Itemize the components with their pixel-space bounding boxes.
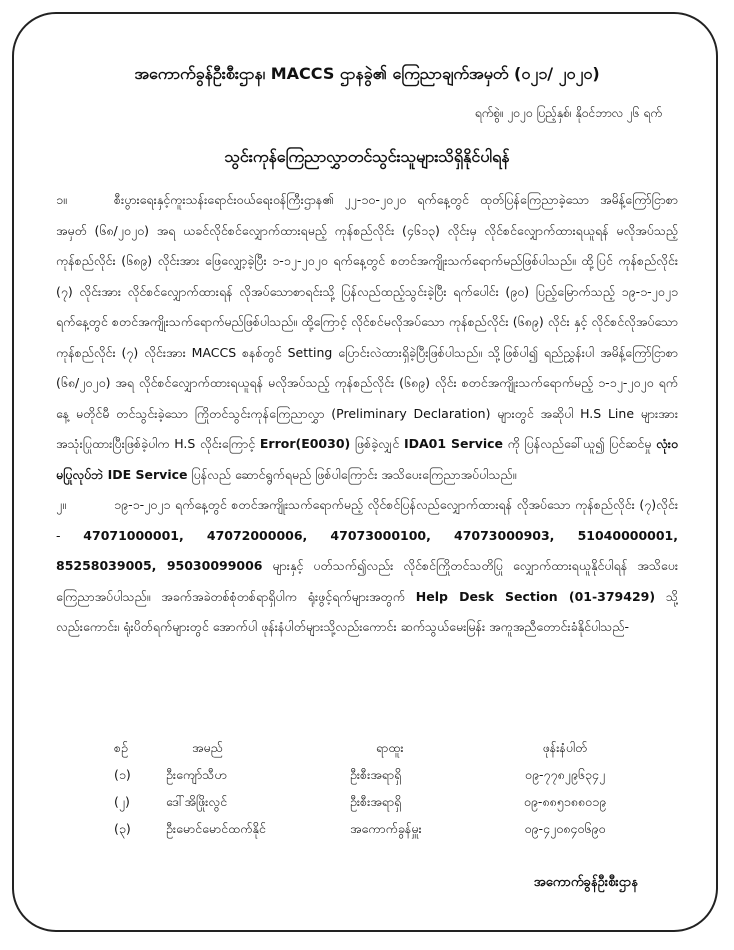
hs-codes: 47071000001, 47072000006, 47073000100, 47073000903, 51040000001, 85258039005, 95030099006 [56,527,678,573]
contact-row [114,817,674,844]
col-phone: ဖုန်းနံပါတ် [542,740,588,755]
contact-phone: ၀၉-၈၈၅၁၈၈၀၁၉ [523,794,607,809]
paragraph-2-text-3: သို့လည်းကောင်း၊ ရုံးပိတ်ရက်များတွင် အောက်ပါ ဖုန်းနံပါတ်များသို့လည်းကောင်း ဆက်သွယ်မေးမြန်း အကူအညီတောင်းခံနိုင်ပါသည်- [56,588,678,634]
announcement-header: အကောက်ခွန်ဦးစီးဌာန၊ MACCS ဌာနခွဲ၏ ကြေညာချက်အမှတ် (၀၂၁/ ၂၀၂၀) [134,64,600,83]
ida01-service: IDA01 Service [403,436,504,451]
help-desk: Help Desk Section (01-379429) [415,588,656,604]
paragraph-1-text-1: စီးပွားရေးနှင့်ကူးသန်းရောင်းဝယ်ရေးဝန်ကြီးဌာန၏ ၂၂-၁၀-၂၀၂၀ ရက်နေ့တွင် ထုတ်ပြန်ကြေညာခဲ့သော အမိန့်ကြော်ငြာစာအမှတ် (၆၈/၂၀၂၀) အရ ယခင်လိုင်စင်လျှောက်ထားရမည့် ကုန်စည်လိုင်း (၄၆၁၃) လိုင်းမှ လိုင်စင်လျှောက်ထားရယူရန် မလိုအပ်သည့် ကုန်စည်လိုင်း (၆၈၉) လိုင်းအား ဖြေလျှော့ခဲ့ပြီး ၁-၁၂-၂၀၂၀ ရက်နေ့တွင် စတင်အကျိုးသက်ရောက်မည်ဖြစ်ပါသည်။ ထို့ပြင် ကုန်စည်လိုင်း (၇) လိုင်းအား လိုင်စင်လျှောက်ထားရန် လိုအပ်သောစာရင်းသို့ ပြန်လည်ထည့်သွင်းခဲ့ပြီး ရက်ပေါင်း (၉၀) ပြည့်မြောက်သည့် ၁၉-၁-၂၀၂၁ ရက်နေ့တွင် စတင်အကျိုးသက်ရောက်မည်ဖြစ်ပါသည်။ ထို့ကြောင့် လိုင်စင်မလိုအပ်သော ကုန်စည်လိုင်း (၆၈၉) လိုင်း နှင့် လိုင်စင်လိုအပ်သော ကုန်စည်လိုင်း (၇) လိုင်းအား MACCS စနစ်တွင် Setting ပြောင်းလဲထားရှိခဲ့ပြီးဖြစ်ပါသည်။ သို့ဖြစ်ပါ၍ ရည်ညွှန်းပါ အမိန့်ကြော်ငြာစာ (၆၈/၂၀၂၀) အရ လိုင်စင်လျှောက်ထားရယူရန် မလိုအပ်သည့် ကုန်စည်လိုင်း (၆၈၉) လိုင်း စတင်အကျိုးသက်ရောက်မည့် ၁-၁၂-၂၀၂၀ ရက်နေ့ မတိုင်မီ တင်သွင်းခဲ့သော ကြိုတင်သွင်းကုန်ကြေညာလွှာ (Preliminary Declaration) များတွင် အဆိုပါ H.S Line များအား အသုံးပြုထားပြီးဖြစ်ခဲ့ပါက H.S လိုင်းကြောင့် [56,192,678,451]
col-no: စဉ် [114,740,128,755]
contact-table-header [114,736,674,763]
contact-phone: ၀၉-၇၇၈၂၉၆၃၄၂ [524,767,606,782]
contact-row [114,763,674,790]
ide-service-instruction: လုံးဝမပြုလုပ်ဘဲ IDE Service [56,436,678,482]
contact-name: ဦးကျော်သီဟ [166,767,227,782]
col-name: အမည် [192,740,223,755]
contact-name: ဦးမောင်မောင်ထက်နိုင် [166,821,266,836]
error-code: Error(E0030) [259,436,351,451]
paragraph-1-text-4: ပြန်လည် ဆောင်ရွက်ရမည် ဖြစ်ပါကြောင်း အသိပေးကြေညာအပ်ပါသည်။ [187,466,517,482]
contact-row [114,790,674,817]
contact-name: ဒေါ်အိဖြိုးလွင် [166,794,227,809]
contact-table [114,736,674,844]
paragraph-1-text-3: ကို ပြန်လည်ခေါ်ယူ၍ ပြင်ဆင်မှု [503,436,657,451]
paragraph-2-text-2: များနှင့် ပတ်သက်၍လည်း လိုင်စင်ကြိုတင်သတိပြု လျှောက်ထားရယူနိုင်ပါရန် အသိပေးကြေညာအပ်ပါသည်။ အခက်အခဲတစ်စုံတစ်ရာရှိပါက ရုံးဖွင့်ရက်များအတွက် [56,558,679,604]
announcement-body [56,185,678,643]
announcement-subject: သွင်းကုန်ကြေညာလွှာတင်သွင်းသူများသိရှိနိုင်ပါရန် [224,147,510,166]
announcement-date: ရက်စွဲ။ ၂၀၂၀ ပြည့်နှစ်၊ နိုဝင်ဘာလ ၂၆ ရက် [474,106,662,120]
signature: အကောက်ခွန်ဦးစီးဌာန [533,875,638,890]
col-position: ရာထူး [376,740,404,755]
paragraph-2-number: ၂။ [56,497,66,512]
contact-no: (၁) [114,767,131,782]
contact-no: (၂) [114,794,130,809]
paragraph-1-number: ၁။ [56,192,67,207]
paragraph-1 [56,185,678,490]
paragraph-1-text-2: ဖြစ်ခဲ့လျှင် [350,436,404,451]
contact-position: အကောက်ခွန်မှူး [350,821,422,836]
paragraph-2-text-1: ၁၉-၁-၂၀၂၁ ရက်နေ့တွင် စတင်အကျိုးသက်ရောက်မည့် လိုင်စင်ပြန်လည်လျှောက်ထားရန် လိုအပ်သော ကုန်စည်လိုင်း (၇)လိုင်း - [56,497,678,543]
contact-phone: ၀၉-၄၂၀၈၄၀၆၉၀ [524,821,606,836]
contact-position: ဦးစီးအရာရှိ [350,794,402,809]
contact-no: (၃) [114,821,131,836]
paragraph-2 [56,490,678,643]
contact-position: ဦးစီးအရာရှိ [350,767,402,782]
